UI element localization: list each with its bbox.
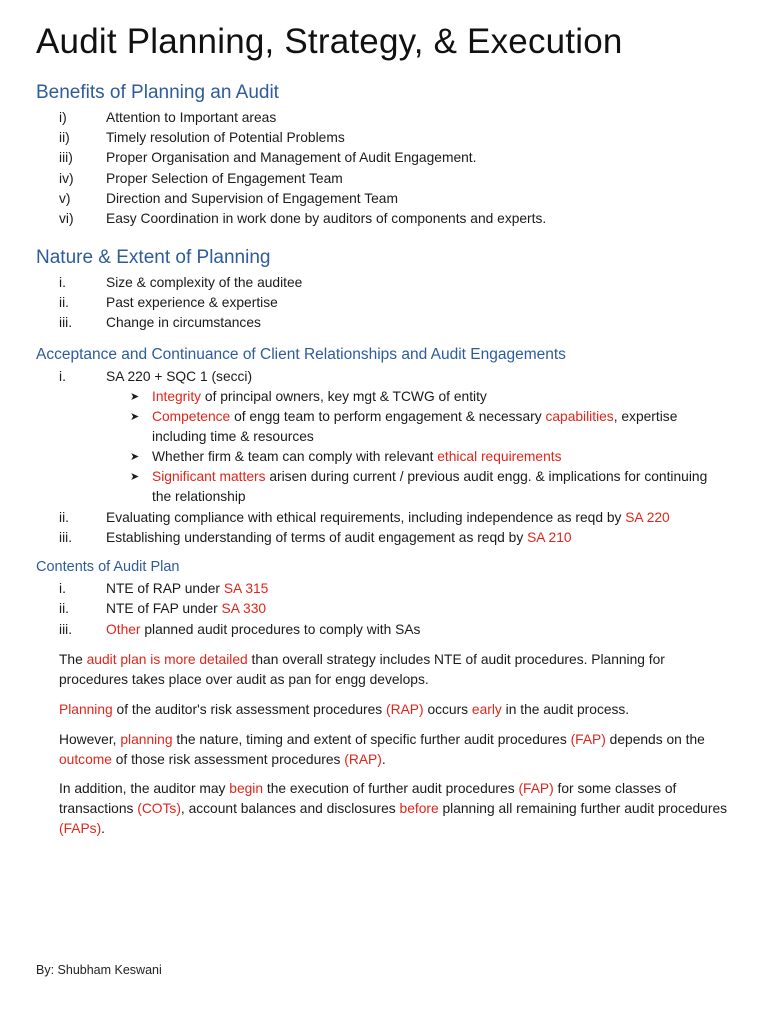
bullet-item: ➤ Integrity of principal owners, key mgt & TCWG of entity [0, 387, 768, 407]
page-title: Audit Planning, Strategy, & Execution [36, 22, 623, 61]
contents-heading: Contents of Audit Plan [36, 559, 180, 575]
bullet-item: ➤ Competence of engg team to perform engagement & necessary capabilities, expertise including time & resources [130, 409, 678, 444]
bullet-item: ➤ Whether firm & team can comply with relevant ethical requirements [0, 447, 768, 467]
acceptance-heading: Acceptance and Continuance of Client Relationships and Audit Engagements [36, 346, 566, 363]
paragraph-execution: In addition, the auditor may begin the execution of further audit procedures (FAP) for some classes of transactions (COTs), account balances and disclosures before planning all remaining further audit procedures (FAPs). [59, 781, 728, 837]
nature-heading: Nature & Extent of Planning [36, 247, 271, 268]
bullet-item: ➤ Significant matters arisen during current / previous audit engg. & implications for continuing the relationship [130, 469, 708, 504]
benefits-list [0, 108, 768, 229]
list-item: iii. Change in circumstances [59, 315, 261, 331]
list-item: ii) Timely resolution of Potential Problems [59, 130, 345, 146]
list-item: i. Size & complexity of the auditee [59, 275, 303, 290]
nature-list [0, 273, 768, 334]
list-item: i) Attention to Important areas [59, 110, 277, 125]
arrow-bullet-icon: ➤ [130, 451, 140, 463]
arrow-bullet-icon: ➤ [130, 471, 140, 483]
benefits-heading: Benefits of Planning an Audit [36, 82, 279, 103]
paragraph-audit-plan: The audit plan is more detailed than overall strategy includes NTE of audit procedures. Planning for procedures takes place over audit as pan for engg develops. [59, 652, 665, 688]
list-item: iii) Proper Organisation and Management of Audit Engagement. [59, 150, 477, 166]
list-item: iv) Proper Selection of Engagement Team [59, 170, 343, 186]
list-item: ii. Past experience & expertise [59, 295, 278, 311]
paragraph-fap: However, planning the nature, timing and extent of specific further audit procedures (FAP) depends on the outcome of those risk assessment procedures (RAP). [59, 732, 705, 768]
list-item: v) Direction and Supervision of Engagement Team [59, 190, 398, 206]
arrow-bullet-icon: ➤ [130, 411, 140, 423]
arrow-bullet-icon: ➤ [130, 391, 140, 403]
paragraph-rap: Planning of the auditor's risk assessment procedures (RAP) occurs early in the audit process. [59, 702, 630, 717]
document-page: Audit Planning, Strategy, & Execution Benefits of Planning an Audit i) Attention to Important areas ii) Timely resolution of Potential Problems iii) Proper Organisation and Management of Audit Engagement. iv) Proper Selection of Engagement Team v) Direction and Supervision of Engagement Team vi) Easy Coordination in work done by auditors of components and experts. Nature & Extent of Planning i. Size & complexity of the auditee ii. Past experience & expertise iii. Change in circumstances Acceptance and Continuance of Client Relationships and Audit Engagements i. SA 220 + SQC 1 (secci) ➤ Integrity of principal owners, key mgt & TCWG of entity ➤ Competence of engg team to perform engagement & necessary capabilities, expertise including time & resources ➤ Whether firm & team can comply with relevant ethical requirements ➤ Significant matters arisen during current / previous audit engg. & implications for continuing the relationship ii. Evaluating compliance with ethical requirements, including independence as reqd by SA 220 iii. Establishing understanding of terms of audit engagement as reqd by SA 210 Contents of Audit Plan i. NTE of RAP under SA 315 ii. NTE of FAP under SA 330 iii. Other planned audit procedures to comply with SAs The audit plan is more detailed than overall strategy includes NTE of audit procedures. Planning for procedures takes place over audit as pan for engg develops. Planning of the auditor's risk assessment procedures (RAP) occurs early in the audit process. However, planning the nature, timing and extent of specific further audit procedures (FAP) depends on the outcome of those risk assessment procedures (RAP). In addition, the auditor may begin the execution of further audit procedures (FAP) for some classes of transactions (COTs), account balances and disclosures before planning all remaining further audit procedures (FAPs). By: Shubham Keswani [0, 0, 768, 1024]
author-footer: By: Shubham Keswani [36, 963, 162, 977]
list-item: vi) Easy Coordination in work done by auditors of components and experts. [59, 210, 547, 226]
